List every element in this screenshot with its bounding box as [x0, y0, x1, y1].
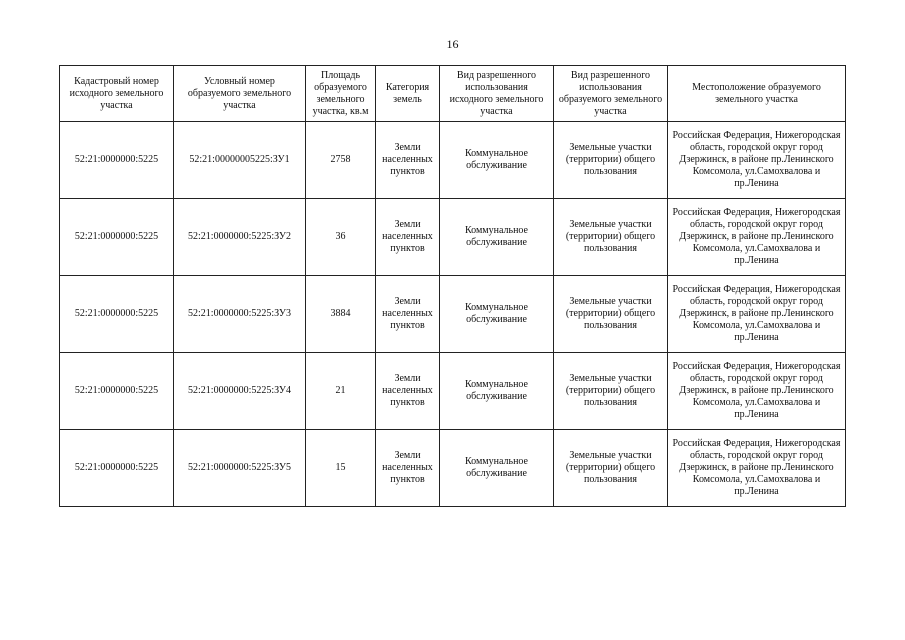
- cell-area: 21: [306, 353, 376, 430]
- cell-source-use: Коммунальное обслуживание: [440, 199, 554, 276]
- cell-new-number: 52:21:0000000:5225:ЗУ4: [174, 353, 306, 430]
- header-source-cadastral: Кадастровый номер исходного земельного участка: [60, 66, 174, 122]
- cell-source-cadastral: 52:21:0000000:5225: [60, 430, 174, 507]
- cell-source-use: Коммунальное обслуживание: [440, 353, 554, 430]
- header-new-number: Условный номер образуемого земельного участка: [174, 66, 306, 122]
- table-row: [60, 430, 846, 507]
- cell-source-use: Коммунальное обслуживание: [440, 430, 554, 507]
- table-header-row: [60, 66, 846, 122]
- land-plots-table: [59, 65, 846, 507]
- cell-new-number: 52:21:00000005225:ЗУ1: [174, 122, 306, 199]
- page-number: 16: [446, 37, 459, 51]
- table-row: [60, 199, 846, 276]
- cell-new-use: Земельные участки (территории) общего пользования: [554, 199, 668, 276]
- cell-location: Российская Федерация, Нижегородская область, городской округ город Дзержинск, в районе пр.Ленинского Комсомола, ул.Самохвалова и пр.Ленина: [668, 353, 846, 430]
- cell-new-use: Земельные участки (территории) общего пользования: [554, 430, 668, 507]
- header-location: Местоположение образуемого земельного участка: [668, 66, 846, 122]
- cell-source-use: Коммунальное обслуживание: [440, 122, 554, 199]
- cell-new-use: Земельные участки (территории) общего пользования: [554, 122, 668, 199]
- cell-new-number: 52:21:0000000:5225:ЗУ2: [174, 199, 306, 276]
- table-row: [60, 122, 846, 199]
- cell-source-cadastral: 52:21:0000000:5225: [60, 276, 174, 353]
- cell-new-use: Земельные участки (территории) общего пользования: [554, 276, 668, 353]
- table-row: [60, 353, 846, 430]
- cell-area: 15: [306, 430, 376, 507]
- cell-source-cadastral: 52:21:0000000:5225: [60, 122, 174, 199]
- cell-location: Российская Федерация, Нижегородская область, городской округ город Дзержинск, в районе пр.Ленинского Комсомола, ул.Самохвалова и пр.Ленина: [668, 122, 846, 199]
- table-row: [60, 276, 846, 353]
- header-new-use: Вид разрешенного использования образуемого земельного участка: [554, 66, 668, 122]
- cell-location: Российская Федерация, Нижегородская область, городской округ город Дзержинск, в районе пр.Ленинского Комсомола, ул.Самохвалова и пр.Ленина: [668, 430, 846, 507]
- cell-area: 36: [306, 199, 376, 276]
- cell-new-use: Земельные участки (территории) общего пользования: [554, 353, 668, 430]
- cell-category: Земли населенных пунктов: [376, 430, 440, 507]
- cell-area: 2758: [306, 122, 376, 199]
- cell-location: Российская Федерация, Нижегородская область, городской округ город Дзержинск, в районе пр.Ленинского Комсомола, ул.Самохвалова и пр.Ленина: [668, 276, 846, 353]
- cell-location: Российская Федерация, Нижегородская область, городской округ город Дзержинск, в районе пр.Ленинского Комсомола, ул.Самохвалова и пр.Ленина: [668, 199, 846, 276]
- cell-category: Земли населенных пунктов: [376, 199, 440, 276]
- cell-source-cadastral: 52:21:0000000:5225: [60, 199, 174, 276]
- cell-category: Земли населенных пунктов: [376, 276, 440, 353]
- cell-new-number: 52:21:0000000:5225:ЗУ5: [174, 430, 306, 507]
- cell-category: Земли населенных пунктов: [376, 353, 440, 430]
- cell-category: Земли населенных пунктов: [376, 122, 440, 199]
- cell-source-use: Коммунальное обслуживание: [440, 276, 554, 353]
- cell-source-cadastral: 52:21:0000000:5225: [60, 353, 174, 430]
- cell-area: 3884: [306, 276, 376, 353]
- header-category: Категория земель: [376, 66, 440, 122]
- header-source-use: Вид разрешенного использования исходного земельного участка: [440, 66, 554, 122]
- header-area: Площадь образуемого земельного участка, кв.м: [306, 66, 376, 122]
- cell-new-number: 52:21:0000000:5225:ЗУ3: [174, 276, 306, 353]
